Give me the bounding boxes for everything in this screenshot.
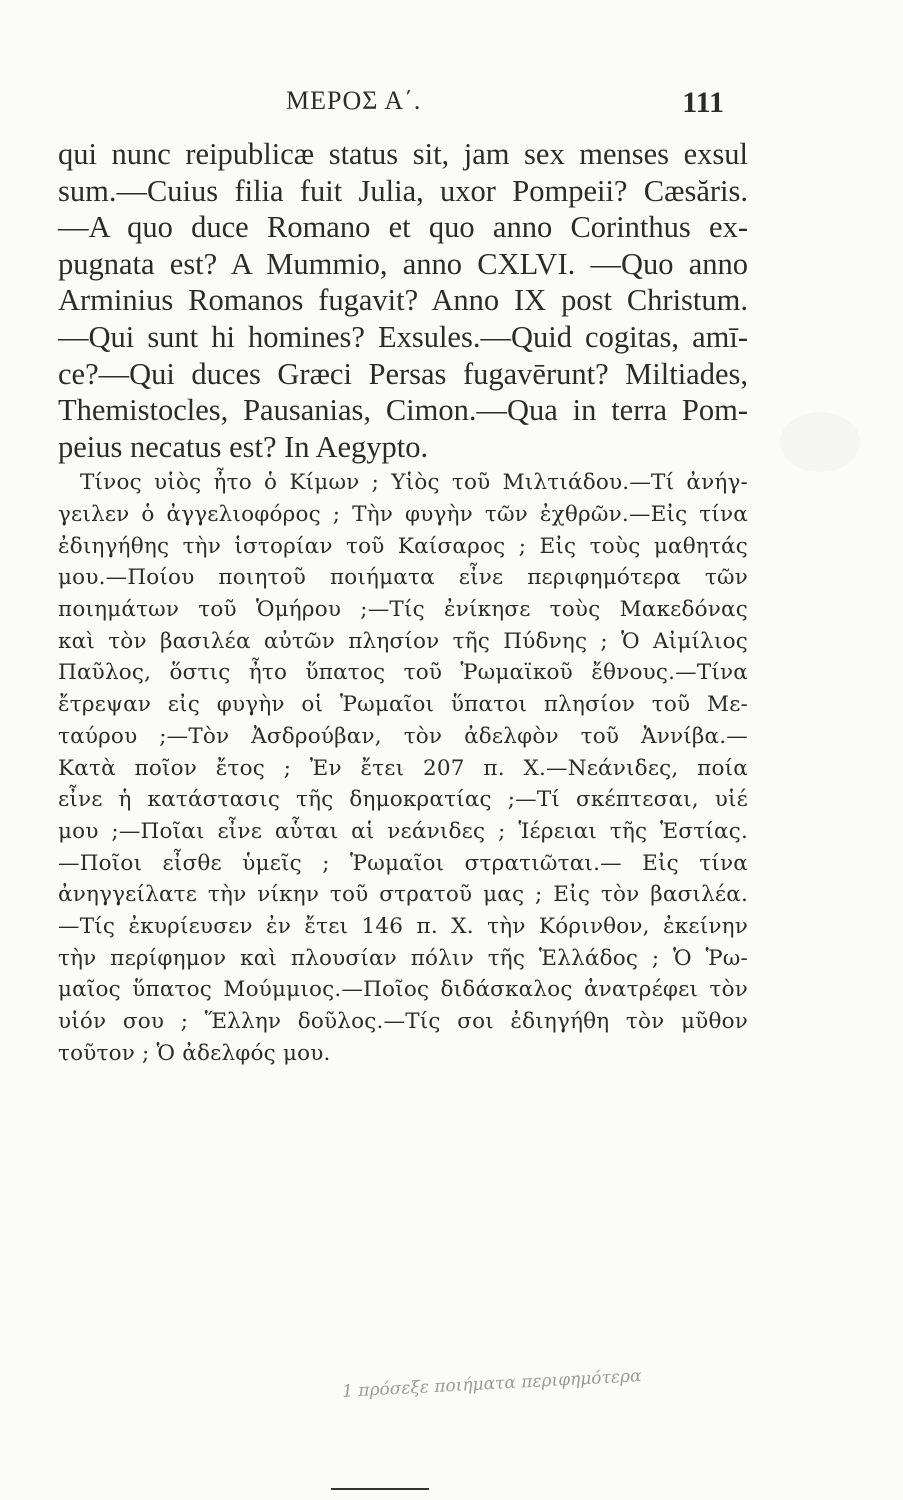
greek-text-line: καὶ τὸν βασιλέα αὐτῶν πλησίον τῆς Πύδνης ; Ὁ Αἰμίλιος <box>58 628 748 654</box>
greek-text-line: ἐδιηγήθης τὴν ἱστορίαν τοῦ Καίσαρος ; Εἰς τοὺς μαθητάς <box>58 533 748 559</box>
greek-text-line: γειλεν ὁ ἀγγελιοφόρος ; Τὴν φυγὴν τῶν ἐχθρῶν.—Εἰς τίνα <box>58 502 748 528</box>
greek-text-line: μαῖος ὕπατος Μούμμιος.—Ποῖος διδάσκαλος ἀνατρέφει τὸν <box>58 977 748 1003</box>
latin-text-line: ce?—Qui duces Græci Persas fugavērunt? Miltiades, <box>58 356 748 391</box>
greek-passage <box>58 467 748 1069</box>
greek-text-line: —Ποῖοι εἶσθε ὑμεῖς ; Ῥωμαῖοι στρατιῶται.— Εἰς τίνα <box>58 850 748 876</box>
greek-text-line: μου.—Ποίου ποιητοῦ ποιήματα εἶνε περιφημότερα τῶν <box>58 565 748 591</box>
greek-text-line: Τίνος υἱὸς ἦτο ὁ Κίμων ; Υἱὸς τοῦ Μιλτιάδου.—Τί ἀνήγ- <box>80 470 748 496</box>
greek-text-line: Κατὰ ποῖον ἔτος ; Ἐν ἔτει 207 π. Χ.—Νεάνιδες, ποία <box>58 755 748 781</box>
latin-text-line: Arminius Romanos fugavit? Anno IX post Christum. <box>58 283 748 318</box>
greek-text-line: μου ;—Ποῖαι εἶνε αὗται αἱ νεάνιδες ; Ἱέρειαι τῆς Ἑστίας. <box>58 818 748 844</box>
greek-text-line: τοῦτον ; Ὁ ἀδελφός μου. <box>58 1040 331 1066</box>
latin-text-line: qui nunc reipublicæ status sit, jam sex menses exsul <box>58 137 748 171</box>
greek-text-line: εἶνε ἡ κατάστασις τῆς δημοκρατίας ;—Τί σκέπτεσαι, υἱέ <box>58 787 748 813</box>
greek-text-line: ἔτρεψαν εἰς φυγὴν οἱ Ῥωμαῖοι ὕπατοι πλησίον τοῦ Με- <box>58 692 748 718</box>
greek-text-line: ποιημάτων τοῦ Ὁμήρου ;—Τίς ἐνίκησε τοὺς Μακεδόνας <box>58 597 748 623</box>
latin-text-line: Themistocles, Pausanias, Cimon.—Qua in terra Pom- <box>58 393 748 428</box>
paper-smudge <box>780 412 860 472</box>
page-number: 111 <box>682 86 724 119</box>
section-title: ΜΕΡΟΣ Α΄. <box>286 86 422 115</box>
latin-text-line: pugnata est? A Mummio, anno CXLVI. —Quo anno <box>58 246 748 281</box>
greek-text-line: τὴν περίφημον καὶ πλουσίαν πόλιν τῆς Ἑλλάδος ; Ὁ Ῥω- <box>58 945 748 971</box>
footer-rule <box>331 1488 429 1490</box>
body-text <box>58 136 748 1069</box>
greek-text-line: Παῦλος, ὅστις ἦτο ὕπατος τοῦ Ῥωμαϊκοῦ ἔθνους.—Τίνα <box>58 660 748 686</box>
latin-passage <box>58 136 748 465</box>
greek-text-line: ταύρου ;—Τὸν Ἀσδρούβαν, τὸν ἀδελφὸν τοῦ Ἀννίβα.— <box>58 723 748 749</box>
latin-text-line: —A quo duce Romano et quo anno Corinthus ex- <box>58 210 748 245</box>
latin-text-line: —Qui sunt hi homines? Exsules.—Quid cogitas, amī- <box>58 319 748 354</box>
latin-text-line: sum.—Cuius filia fuit Julia, uxor Pompeii? Cæsăris. <box>58 173 748 208</box>
greek-text-line: —Τίς ἐκυρίευσεν ἐν ἔτει 146 π. Χ. τὴν Κόρινθον, ἐκείνην <box>58 913 748 939</box>
handwritten-note: 1 πρόσεξε ποιήματα περιφημότερα <box>341 1366 642 1402</box>
greek-text-line: ἀνηγγείλατε τὴν νίκην τοῦ στρατοῦ μας ; Εἰς τὸν βασιλέα. <box>58 882 748 908</box>
greek-text-line: υἱόν σου ; Ἕλλην δοῦλος.—Τίς σοι ἐδιηγήθη τὸν μῦθον <box>58 1009 748 1035</box>
running-header <box>286 86 736 126</box>
latin-text-line: peius necatus est? In Aegypto. <box>58 429 429 464</box>
